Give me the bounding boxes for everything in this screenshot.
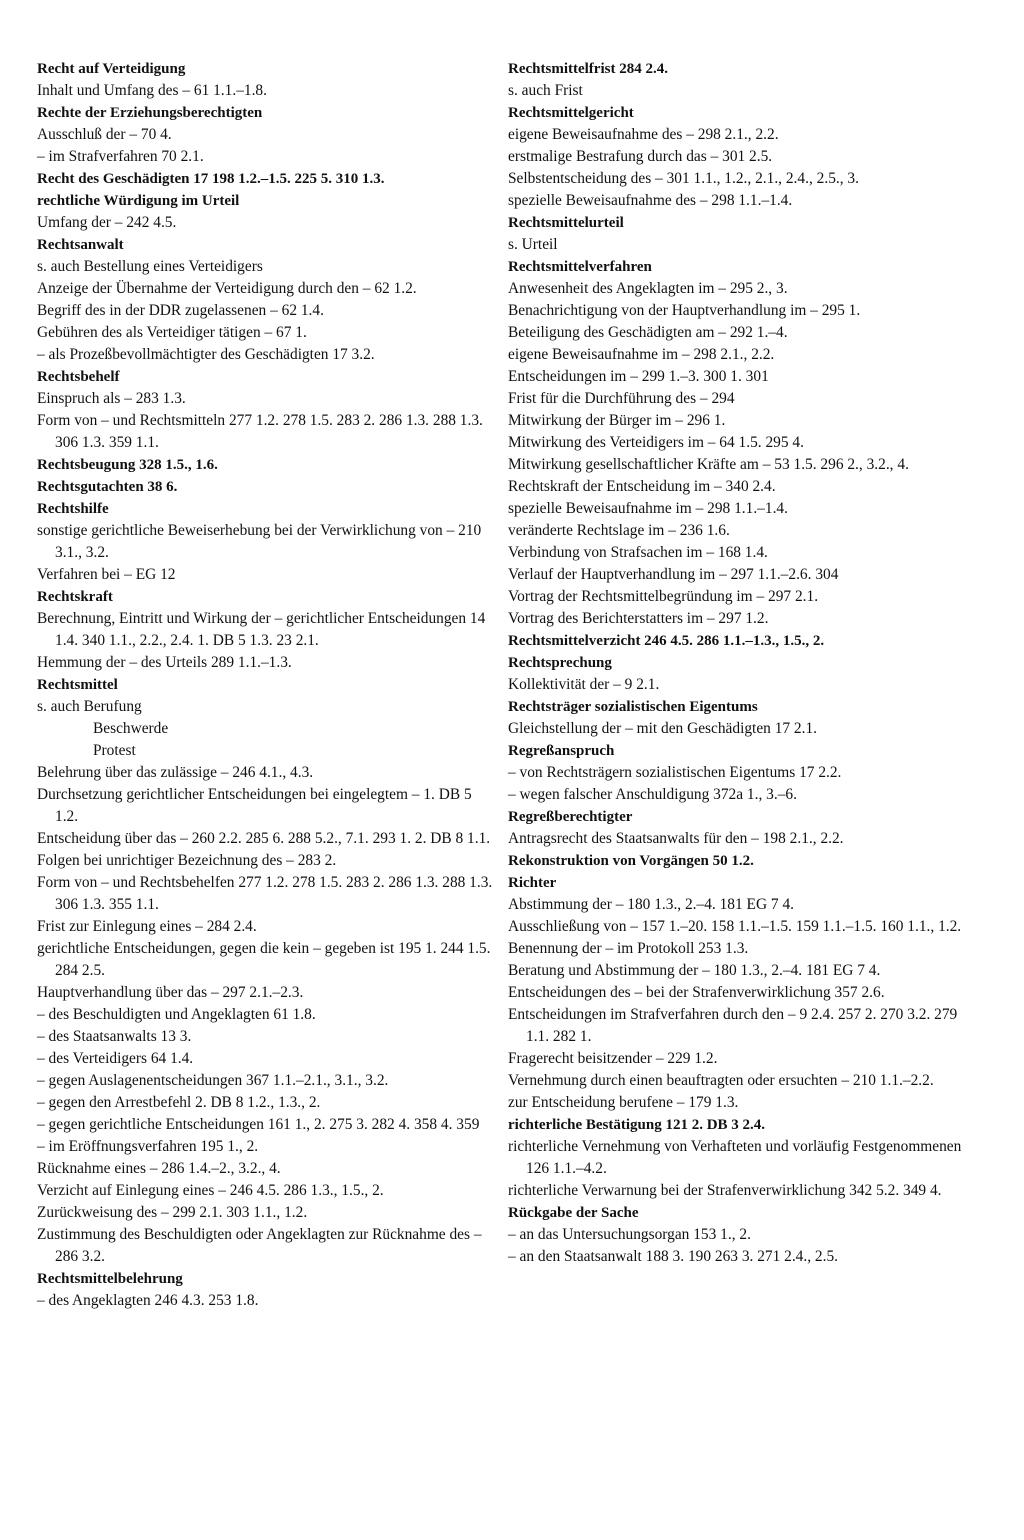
index-heading: Rückgabe der Sache (508, 1205, 639, 1221)
index-entry: Verlauf der Hauptverhandlung im – 297 1.1.–2.6. 304 (508, 566, 839, 583)
index-entry: gerichtliche Entscheidungen, gegen die kein – gegeben ist 195 1. 244 1.5. 284 2.5. (37, 940, 491, 979)
index-entry: spezielle Beweisaufnahme des – 298 1.1.–1.4. (508, 192, 793, 209)
index-heading: Rechtsanwalt (37, 237, 124, 253)
index-entry: Ausschließung von – 157 1.–20. 158 1.1.–1.5. 159 1.1.–1.5. 160 1.1., 1.2. (508, 918, 962, 935)
index-heading: richterliche Verwarnung bei der Strafenverwirklichung 342 5.2. 349 4. (508, 1182, 942, 1199)
index-entry: Vortrag der Rechtsmittelbegründung im – 297 2.1. (508, 588, 819, 605)
index-entry: Hemmung der – des Urteils 289 1.1.–1.3. (37, 654, 292, 671)
index-column-right (508, 58, 964, 1268)
index-entry: zur Entscheidung berufene – 179 1.3. (508, 1094, 739, 1111)
index-entry: s. auch Frist (508, 82, 583, 99)
index-heading: Regreßanspruch (508, 743, 615, 759)
index-heading: Rechtsmittelfrist 284 2.4. (508, 61, 668, 77)
index-entry: Benachrichtigung von der Hauptverhandlung im – 295 1. (508, 302, 861, 319)
index-heading: Rechtsträger sozialistischen Eigentums (508, 699, 758, 715)
index-entry: Protest (93, 742, 136, 759)
index-heading: Rechte der Erziehungsberechtigten (37, 105, 263, 121)
index-entry: Folgen bei unrichtiger Bezeichnung des – 283 2. (37, 852, 337, 869)
index-entry: – im Eröffnungsverfahren 195 1., 2. (37, 1138, 259, 1155)
index-entry: – im Strafverfahren 70 2.1. (37, 148, 204, 165)
index-entry: Hauptverhandlung über das – 297 2.1.–2.3. (37, 984, 304, 1001)
index-entry: – an das Untersuchungsorgan 153 1., 2. (508, 1226, 751, 1243)
index-entry: s. Urteil (508, 236, 558, 253)
index-entry: Kollektivität der – 9 2.1. (508, 676, 660, 693)
index-entry: Form von – und Rechtsmitteln 277 1.2. 278 1.5. 283 2. 286 1.3. 288 1.3. 306 1.3. 359 1.1. (37, 412, 483, 451)
index-heading: Rekonstruktion von Vorgängen 50 1.2. (508, 853, 754, 869)
index-entry: Einspruch als – 283 1.3. (37, 390, 186, 407)
index-entry: – als Prozeßbevollmächtigter des Geschädigten 17 3.2. (37, 346, 375, 363)
index-entry: Entscheidungen im – 299 1.–3. 300 1. 301 (508, 368, 769, 385)
index-entry: Beschwerde (93, 720, 169, 737)
index-entry: – des Staatsanwalts 13 3. (37, 1028, 192, 1045)
index-entry: – von Rechtsträgern sozialistischen Eigentums 17 2.2. (508, 764, 842, 781)
index-entry: Gebühren des als Verteidiger tätigen – 67 1. (37, 324, 307, 341)
index-heading: Rechtsmittelgericht (508, 105, 634, 121)
index-entry: – gegen den Arrestbefehl 2. DB 8 1.2., 1.3., 2. (37, 1094, 321, 1111)
index-entry: – des Verteidigers 64 1.4. (37, 1050, 194, 1067)
index-entry: Begriff des in der DDR zugelassenen – 62 1.4. (37, 302, 324, 319)
index-entry: Inhalt und Umfang des – 61 1.1.–1.8. (37, 82, 267, 99)
index-heading: Rechtsmittelurteil (508, 215, 624, 231)
index-entry: Vortrag des Berichterstatters im – 297 1.2. (508, 610, 769, 627)
index-heading: Rechtsbeugung 328 1.5., 1.6. (37, 457, 218, 473)
index-entry: Selbstentscheidung des – 301 1.1., 1.2., 2.1., 2.4., 2.5., 3. (508, 170, 859, 187)
index-entry: spezielle Beweisaufnahme im – 298 1.1.–1.4. (508, 500, 788, 517)
index-heading: Regreßberechtigter (508, 809, 633, 825)
index-entry: Frist zur Einlegung eines – 284 2.4. (37, 918, 257, 935)
index-entry: Rechtskraft der Entscheidung im – 340 2.4. (508, 478, 776, 495)
index-entry: Antragsrecht des Staatsanwalts für den – 198 2.1., 2.2. (508, 830, 844, 847)
index-entry: Beteiligung des Geschädigten am – 292 1.–4. (508, 324, 788, 341)
index-heading: Rechtshilfe (37, 501, 109, 517)
index-entry: Belehrung über das zulässige – 246 4.1., 4.3. (37, 764, 314, 781)
index-entry: – des Angeklagten 246 4.3. 253 1.8. (37, 1292, 259, 1309)
index-entry: Entscheidungen im Strafverfahren durch den – 9 2.4. 257 2. 270 3.2. 279 1.1. 282 1. (508, 1006, 958, 1045)
index-entry: Anzeige der Übernahme der Verteidigung durch den – 62 1.2. (37, 280, 417, 297)
index-entry: Fragerecht beisitzender – 229 1.2. (508, 1050, 718, 1067)
index-entry: Zustimmung des Beschuldigten oder Angeklagten zur Rücknahme des – 286 3.2. (37, 1226, 482, 1265)
index-heading: Rechtsmittelverfahren (508, 259, 652, 275)
index-entry: Anwesenheit des Angeklagten im – 295 2., 3. (508, 280, 788, 297)
index-entry: eigene Beweisaufnahme im – 298 2.1., 2.2. (508, 346, 775, 363)
index-heading: Richter (508, 875, 557, 891)
index-entry: – gegen gerichtliche Entscheidungen 161 1., 2. 275 3. 282 4. 358 4. 359 (37, 1116, 480, 1133)
index-heading: Rechtsmittelbelehrung (37, 1271, 183, 1287)
index-entry: sonstige gerichtliche Beweiserhebung bei der Verwirklichung von – 210 3.1., 3.2. (37, 522, 482, 561)
index-entry: Abstimmung der – 180 1.3., 2.–4. 181 EG 7 4. (508, 896, 794, 913)
index-entry: – an den Staatsanwalt 188 3. 190 263 3. 271 2.4., 2.5. (508, 1248, 839, 1265)
index-entry: s. auch Bestellung eines Verteidigers (37, 258, 263, 275)
index-heading: Rechtsmittel (37, 677, 118, 693)
index-entry: – des Beschuldigten und Angeklagten 61 1.8. (37, 1006, 316, 1023)
index-heading: richterliche Vernehmung von Verhafteten und vorläufig Festgenommenen 126 1.1.–4.2. (508, 1138, 962, 1177)
index-heading: Rechtsmittelverzicht 246 4.5. 286 1.1.–1.3., 1.5., 2. (508, 633, 825, 649)
index-entry: Mitwirkung der Bürger im – 296 1. (508, 412, 726, 429)
index-entry: erstmalige Bestrafung durch das – 301 2.5. (508, 148, 773, 165)
index-heading: Rechtskraft (37, 589, 113, 605)
index-entry: Berechnung, Eintritt und Wirkung der – gerichtlicher Entscheidungen 14 1.4. 340 1.1., 2.2., 2.4. 1. DB 5 1.3. 23 2.1. (37, 610, 486, 649)
index-entry: eigene Beweisaufnahme des – 298 2.1., 2.2. (508, 126, 779, 143)
index-entry: Verzicht auf Einlegung eines – 246 4.5. 286 1.3., 1.5., 2. (37, 1182, 384, 1199)
index-entry: Vernehmung durch einen beauftragten oder ersuchten – 210 1.1.–2.2. (508, 1072, 934, 1089)
index-entry: Umfang der – 242 4.5. (37, 214, 177, 231)
index-entry: Gleichstellung der – mit den Geschädigten 17 2.1. (508, 720, 818, 737)
index-entry: Frist für die Durchführung des – 294 (508, 390, 735, 407)
index-entry: Beratung und Abstimmung der – 180 1.3., 2.–4. 181 EG 7 4. (508, 962, 881, 979)
index-entry: Benennung der – im Protokoll 253 1.3. (508, 940, 749, 957)
index-entry: Entscheidung über das – 260 2.2. 285 6. 288 5.2., 7.1. 293 1. 2. DB 8 1.1. (37, 830, 491, 847)
index-entry: s. auch Berufung (37, 698, 142, 715)
index-entry: Form von – und Rechtsbehelfen 277 1.2. 278 1.5. 283 2. 286 1.3. 288 1.3. 306 1.3. 355 1.1. (37, 874, 493, 913)
index-heading: Recht des Geschädigten 17 198 1.2.–1.5. 225 5. 310 1.3. (37, 171, 385, 187)
index-heading: Rechtsprechung (508, 655, 612, 671)
index-entry: Rücknahme eines – 286 1.4.–2., 3.2., 4. (37, 1160, 281, 1177)
index-entry: Mitwirkung des Verteidigers im – 64 1.5. 295 4. (508, 434, 804, 451)
index-entry: Entscheidungen des – bei der Strafenverwirklichung 357 2.6. (508, 984, 885, 1001)
index-entry: – gegen Auslagenentscheidungen 367 1.1.–2.1., 3.1., 3.2. (37, 1072, 389, 1089)
index-heading: richterliche Bestätigung 121 2. DB 3 2.4. (508, 1117, 766, 1133)
index-column-left (37, 58, 493, 1312)
index-entry: – wegen falscher Anschuldigung 372a 1., 3.–6. (508, 786, 797, 803)
index-entry: Ausschluß der – 70 4. (37, 126, 172, 143)
index-entry: Durchsetzung gerichtlicher Entscheidungen bei eingelegtem – 1. DB 5 1.2. (37, 786, 472, 825)
index-entry: Zurückweisung des – 299 2.1. 303 1.1., 1.2. (37, 1204, 308, 1221)
index-heading: rechtliche Würdigung im Urteil (37, 193, 240, 209)
index-heading: Recht auf Verteidigung (37, 61, 186, 77)
index-heading: Rechtsgutachten 38 6. (37, 479, 178, 495)
index-entry: veränderte Rechtslage im – 236 1.6. (508, 522, 730, 539)
index-entry: Verfahren bei – EG 12 (37, 566, 176, 583)
index-entry: Mitwirkung gesellschaftlicher Kräfte am – 53 1.5. 296 2., 3.2., 4. (508, 456, 909, 473)
index-entry: Verbindung von Strafsachen im – 168 1.4. (508, 544, 768, 561)
index-heading: Rechtsbehelf (37, 369, 120, 385)
